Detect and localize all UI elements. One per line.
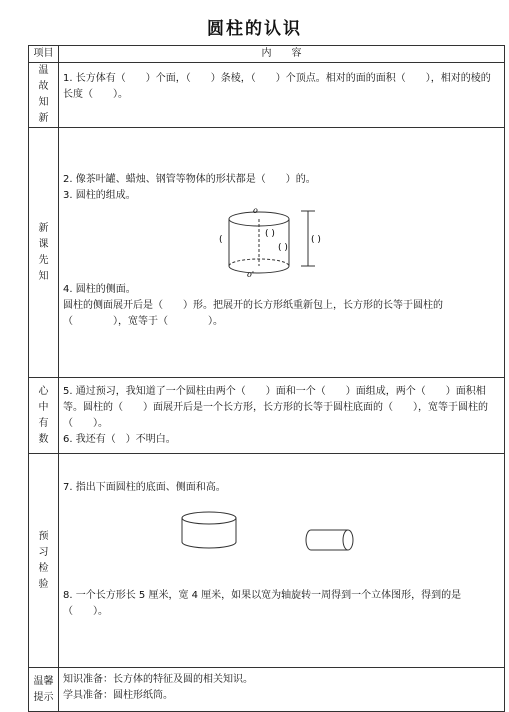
question-5: 5. 通过预习，我知道了一个圆柱由两个（ ）面和一个（ ）面组成，两个（ ）面积相等。圆柱的（ ）面展开后是一个长方形，长方形的长等于圆柱底面的（ ），宽等于圆柱的（ ）。 xyxy=(63,386,488,429)
question-4-body: 圆柱的侧面展开后是（ ）形。把展开的长方形纸重新包上，长方形的长等于圆柱的（ ），宽等于（ ）。 xyxy=(63,300,443,327)
row-check xyxy=(29,454,505,668)
upright-cylinder-bottom xyxy=(182,542,236,548)
row-tips xyxy=(29,668,505,712)
row-content-mind xyxy=(59,378,505,454)
blank-height: ( ) xyxy=(311,235,321,245)
question-2: 2. 像茶叶罐、蜡烛、钢管等物体的形状都是（ ）的。 xyxy=(63,174,316,185)
row-newlesson xyxy=(29,128,505,378)
tip-tools: 学具准备：圆柱形纸筒。 xyxy=(63,690,173,701)
question-8: 8. 一个长方形长 5 厘米，宽 4 厘米，如果以宽为轴旋转一周得到一个立体图形，得到的是（ ）。 xyxy=(63,590,462,617)
cylinder-structure-figure xyxy=(63,204,503,282)
lying-cylinder-left-face xyxy=(306,530,311,550)
header-content: 内 容 xyxy=(59,46,505,63)
question-4-title: 4. 圆柱的侧面。 xyxy=(63,284,136,295)
cylinders-figure xyxy=(63,496,503,576)
row-review xyxy=(29,63,505,128)
row-mind xyxy=(29,378,505,454)
question-1: 1. 长方体有（ ）个面，（ ）条棱，（ ）个顶点。相对的面的面积（ ），相对的棱的长度（ ）。 xyxy=(63,73,491,100)
preview-worksheet-table xyxy=(28,45,505,712)
row-content-review xyxy=(59,63,505,128)
blank-radius: ( ) xyxy=(265,229,275,239)
page-title: 圆柱的认识 xyxy=(207,19,302,39)
row-label-mind: 心 中 有 数 xyxy=(29,378,59,454)
row-label-newlesson: 新 课 先 知 xyxy=(29,128,59,378)
upright-cylinder-top xyxy=(182,512,236,524)
row-content-check xyxy=(59,454,505,668)
row-content-tips xyxy=(59,668,505,712)
cylinder-bottom-front xyxy=(229,266,289,273)
question-3: 3. 圆柱的组成。 xyxy=(63,190,136,201)
header-row xyxy=(29,46,505,63)
tip-knowledge: 知识准备：长方体的特征及圆的相关知识。 xyxy=(63,674,253,685)
blank-side: ( ) xyxy=(278,243,288,253)
row-label-tips: 温馨 提示 xyxy=(29,668,59,712)
question-7: 7. 指出下面圆柱的底面、侧面和高。 xyxy=(63,482,226,493)
header-item: 项目 xyxy=(29,46,59,63)
question-6: 6. 我还有（ ）不明白。 xyxy=(63,434,176,445)
lying-cylinder-right-face xyxy=(343,530,353,550)
row-content-newlesson xyxy=(59,128,505,378)
blank-left: ( xyxy=(219,235,223,245)
row-label-check: 预 习 检 验 xyxy=(29,454,59,668)
label-top-center: o xyxy=(253,206,258,215)
row-label-review: 温 故 知 新 xyxy=(29,63,59,128)
label-bottom-center: o' xyxy=(247,270,255,279)
